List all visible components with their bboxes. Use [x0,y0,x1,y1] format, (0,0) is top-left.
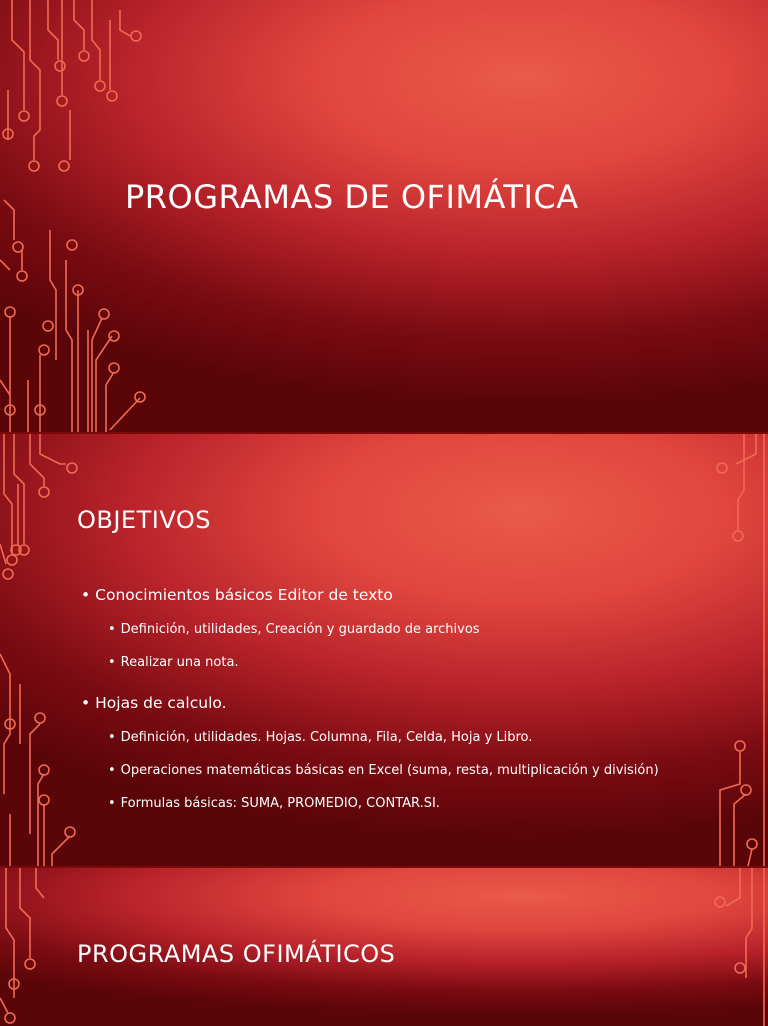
bullet-icon: • [108,763,116,778]
bullet-icon: • [108,796,116,811]
bullet-level2: • Operaciones matemáticas básicas en Excel (suma, resta, multiplicación y división) [108,763,659,778]
circuit-decoration-left [0,0,160,432]
slide-title-text: OBJETIVOS [77,506,211,534]
bullet-level2: • Realizar una nota. [108,655,239,670]
bullet-icon: • [81,694,91,712]
slide-title [0,0,768,432]
bullet-icon: • [81,586,91,604]
slide-programas-ofimaticos [0,868,768,1026]
bullet-icon: • [108,622,116,637]
bullet-icon: • [108,730,116,745]
bullet-icon: • [108,655,116,670]
bullet-level2: • Definición, utilidades, Creación y guardado de archivos [108,622,480,637]
bullet-level2: • Formulas básicas: SUMA, PROMEDIO, CONTAR.SI. [108,796,440,811]
bullet-level1: • Conocimientos básicos Editor de texto [81,586,393,604]
slide-objetivos [0,434,768,866]
bullet-level1: • Hojas de calculo. [81,694,227,712]
slide-title-text: PROGRAMAS OFIMÁTICOS [77,940,396,968]
bullet-level2: • Definición, utilidades. Hojas. Columna, Fila, Celda, Hoja y Libro. [108,730,533,745]
slide-title-text: PROGRAMAS DE OFIMÁTICA [125,178,579,216]
